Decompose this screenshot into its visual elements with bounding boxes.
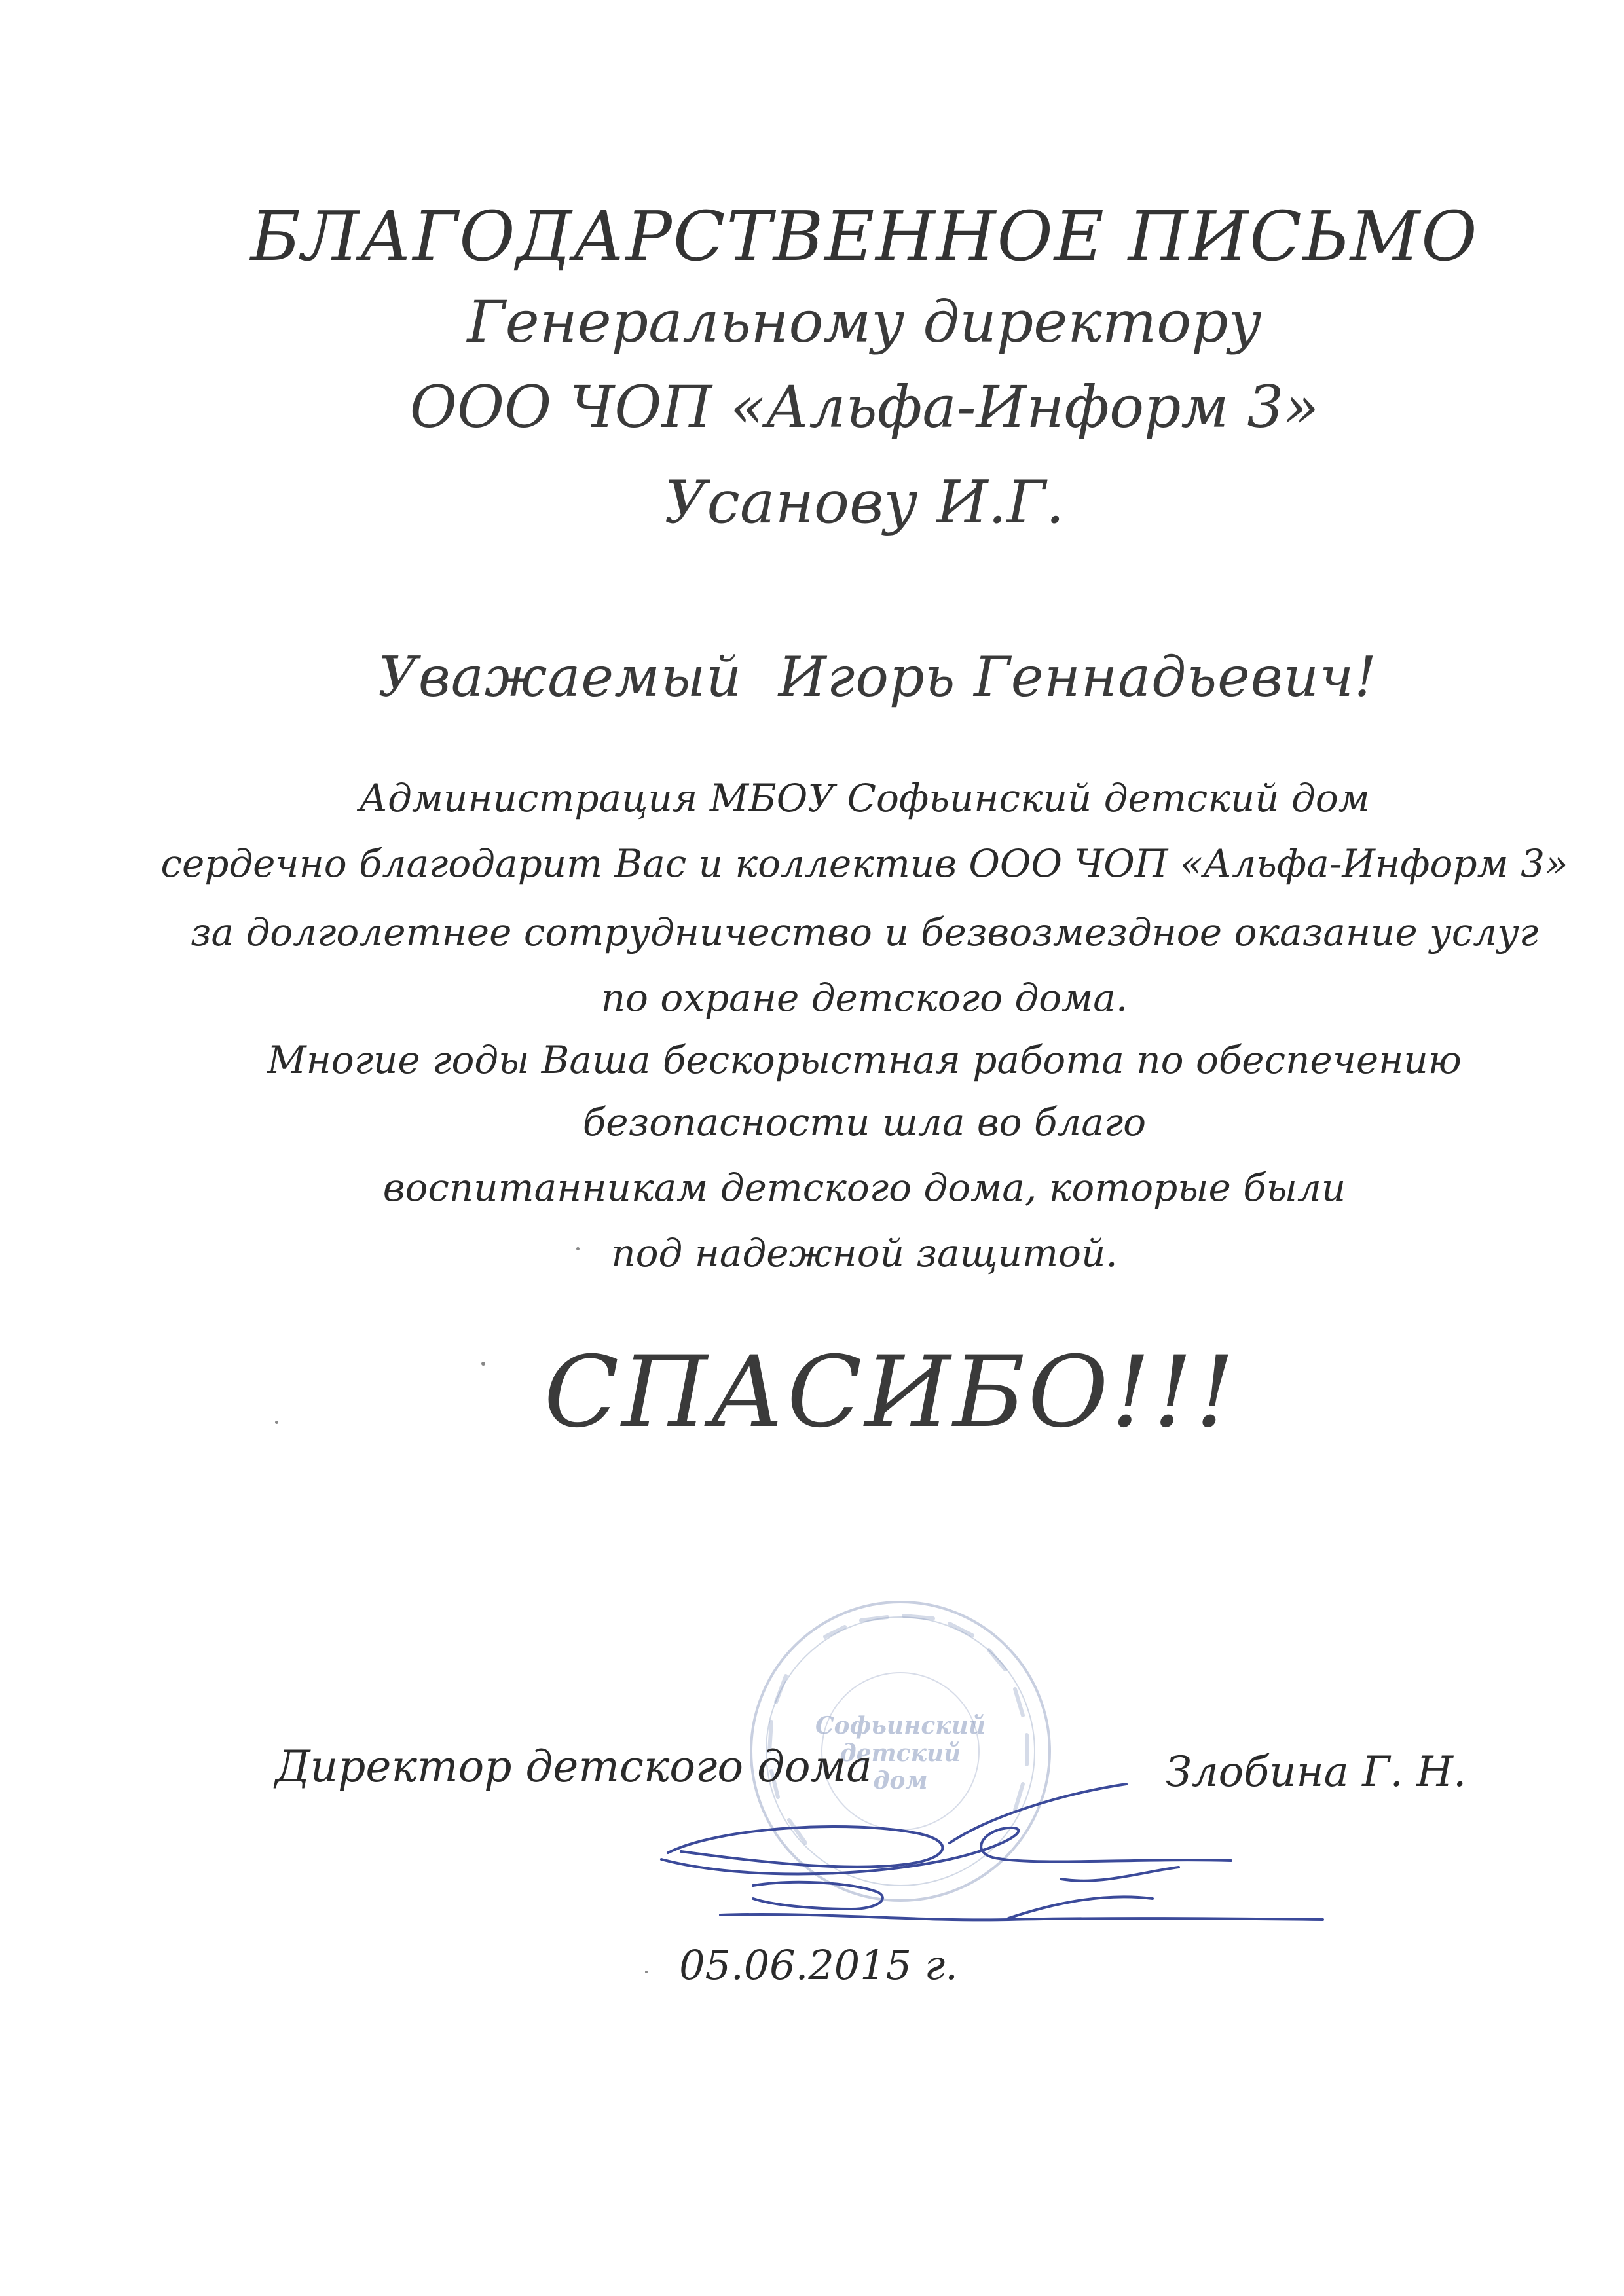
body-line: по охране детского дома. [600,975,1128,1020]
scan-speck [576,1247,580,1250]
scan-speck [275,1421,278,1424]
body-line: воспитанникам детского дома, которые были [382,1165,1346,1210]
stamp-text-line: дом [873,1767,928,1795]
scan-speck [645,1971,648,1973]
recipient-position: Генеральному директору [467,288,1262,355]
signer-name: Злобина Г. Н. [1166,1748,1467,1796]
body-line: за долголетнее сотрудничество и безвозмездное оказание услуг [190,910,1539,955]
letter-heading: БЛАГОДАРСТВЕННОЕ ПИСЬМО [250,196,1479,276]
thanks-heading: СПАСИБО!!! [544,1336,1238,1449]
body-line: Многие годы Ваша бескорыстная работа по обеспечению [267,1038,1462,1082]
scan-speck [481,1362,485,1366]
stamp-text-line: Софьинский [815,1712,986,1740]
letter-date: 05.06.2015 г. [679,1941,958,1989]
signer-title: Директор детского дома [275,1741,872,1792]
recipient-name: Усанову И.Г. [664,468,1065,537]
greeting: Уважаемый Игорь Геннадьевич! [378,645,1377,709]
body-line: сердечно благодарит Вас и коллектив ООО ЧОП «Альфа-Информ 3» [160,841,1568,886]
body-line: Администрация МБОУ Софьинский детский дом [359,776,1370,820]
handwritten-signature [642,1781,1336,1951]
recipient-company: ООО ЧОП «Альфа-Информ 3» [409,373,1320,441]
body-line: безопасности шла во благо [582,1100,1147,1144]
body-line: под надежной защитой. [611,1231,1118,1275]
stamp-text-line: детский [840,1740,961,1767]
